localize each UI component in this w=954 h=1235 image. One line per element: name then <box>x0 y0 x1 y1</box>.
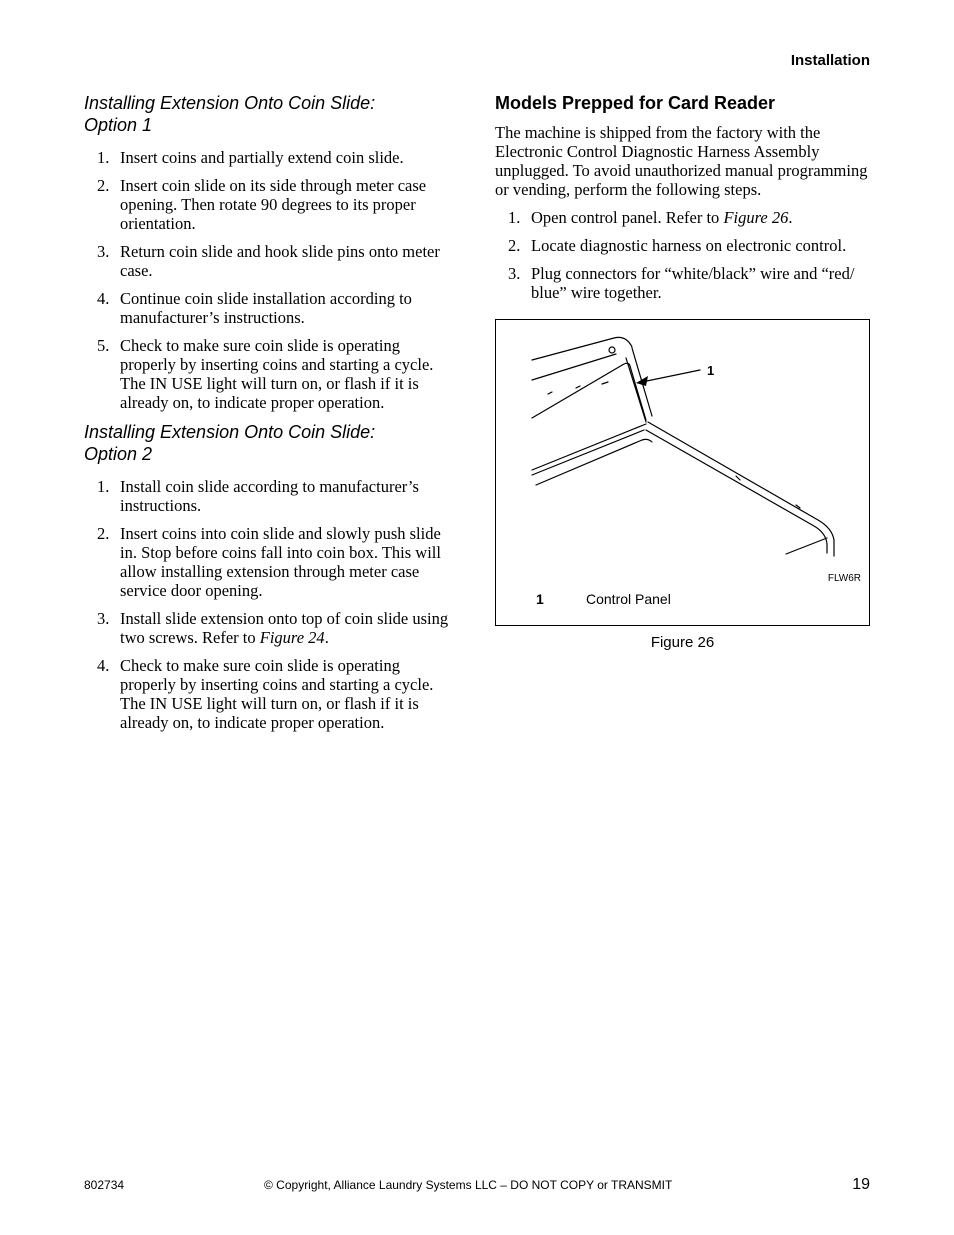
option1-heading-line2: Option 1 <box>84 115 153 135</box>
step-number: 1. <box>508 208 521 227</box>
step-text-after: . <box>324 628 329 647</box>
step-number: 4. <box>97 289 110 308</box>
panel-mark-1 <box>602 382 608 384</box>
list-item <box>84 148 459 167</box>
top-surface-front-edge <box>536 439 652 485</box>
step-number: 3. <box>97 609 110 628</box>
list-item <box>84 477 459 515</box>
option2-steps <box>84 477 459 732</box>
list-item <box>84 336 459 412</box>
step-text: Install coin slide according to manufacturer’s instructions. <box>120 477 419 515</box>
panel-face-top <box>532 363 646 420</box>
callout-arrowhead <box>636 376 648 386</box>
option1-heading-line1: Installing Extension Onto Coin Slide: <box>84 93 376 113</box>
legend-number: 1 <box>536 591 544 607</box>
figure-26-box <box>495 319 870 626</box>
page-number: 19 <box>852 1176 870 1193</box>
step-text: Plug connectors for “white/black” wire and “red/ blue” wire together. <box>531 264 855 302</box>
section-header: Installation <box>790 52 870 69</box>
list-item <box>84 242 459 280</box>
list-item <box>84 524 459 600</box>
list-item <box>84 289 459 327</box>
callout-leader-line <box>642 370 700 382</box>
panel-top-edge <box>532 337 632 360</box>
panel-mark-3 <box>548 392 552 394</box>
step-number: 2. <box>97 524 110 543</box>
step-number: 2. <box>97 176 110 195</box>
list-item <box>84 609 459 647</box>
card-reader-heading: Models Prepped for Card Reader <box>495 93 776 113</box>
panel-screw <box>609 347 615 353</box>
card-reader-intro: The machine is shipped from the factory with the Electronic Control Diagnostic Harness Assembly unplugged. To avoid unauthorized manual programming or vending, perform the following steps. <box>495 123 868 199</box>
step-text: Check to make sure coin slide is operating properly by inserting coins and starting a cycle. The IN USE light will turn on, or flash if it is already on, to indicate proper operation. <box>120 336 434 412</box>
step-text: Locate diagnostic harness on electronic control. <box>531 236 847 255</box>
step-text: Insert coins and partially extend coin slide. <box>120 148 404 167</box>
option2-heading <box>84 421 459 465</box>
card-reader-steps <box>495 208 873 302</box>
step-number: 3. <box>508 264 521 283</box>
figure-26-link[interactable]: Figure 26 <box>723 208 789 227</box>
option2-heading-line1: Installing Extension Onto Coin Slide: <box>84 422 376 442</box>
callout-number: 1 <box>707 363 715 378</box>
list-item <box>84 176 459 233</box>
option2-heading-line2: Option 2 <box>84 444 153 464</box>
surface-mark-1 <box>736 476 740 480</box>
step-text: Insert coin slide on its side through meter case opening. Then rotate 90 degrees to its proper orientation. <box>120 176 427 233</box>
control-panel-illustration <box>496 320 871 627</box>
figure-caption: Figure 26 <box>650 634 715 651</box>
step-text: Insert coins into coin slide and slowly push slide in. Stop before coins fall into coin box. This will allow installing extension through meter case service door opening. <box>120 524 441 600</box>
right-column <box>495 92 873 311</box>
left-column <box>84 92 459 741</box>
step-text-before: Install slide extension onto top of coin slide using two screws. Refer to <box>120 609 449 647</box>
doc-number: 802734 <box>84 1178 125 1192</box>
list-item <box>495 208 873 227</box>
step-number: 1. <box>97 477 110 496</box>
step-number: 4. <box>97 656 110 675</box>
figure-24-link[interactable]: Figure 24 <box>259 628 325 647</box>
list-item <box>84 656 459 732</box>
top-surface-right-edge <box>648 422 834 556</box>
step-number: 5. <box>97 336 110 355</box>
step-text: Return coin slide and hook slide pins onto meter case. <box>120 242 440 280</box>
legend-label: Control Panel <box>586 591 671 607</box>
top-surface-right-inner <box>646 430 827 553</box>
panel-right-edge <box>626 358 646 422</box>
step-text: Continue coin slide installation according to manufacturer’s instructions. <box>120 289 412 327</box>
list-item <box>495 264 873 302</box>
step-number: 3. <box>97 242 110 261</box>
copyright-notice: © Copyright, Alliance Laundry Systems LLC – DO NOT COPY or TRANSMIT <box>264 1178 673 1192</box>
step-text-before: Open control panel. Refer to <box>531 208 724 227</box>
list-item <box>495 236 873 255</box>
step-number: 1. <box>97 148 110 167</box>
figure-code: FLW6R <box>827 573 861 584</box>
panel-mark-2 <box>576 386 580 388</box>
option1-steps <box>84 148 459 412</box>
panel-lower-lip <box>532 430 644 475</box>
corner-bottom-line <box>786 538 827 554</box>
option1-heading <box>84 92 459 136</box>
step-text: Check to make sure coin slide is operating properly by inserting coins and starting a cycle. The IN USE light will turn on, or flash if it is already on, to indicate proper operation. <box>120 656 434 732</box>
step-text-after: . <box>788 208 793 227</box>
step-number: 2. <box>508 236 521 255</box>
